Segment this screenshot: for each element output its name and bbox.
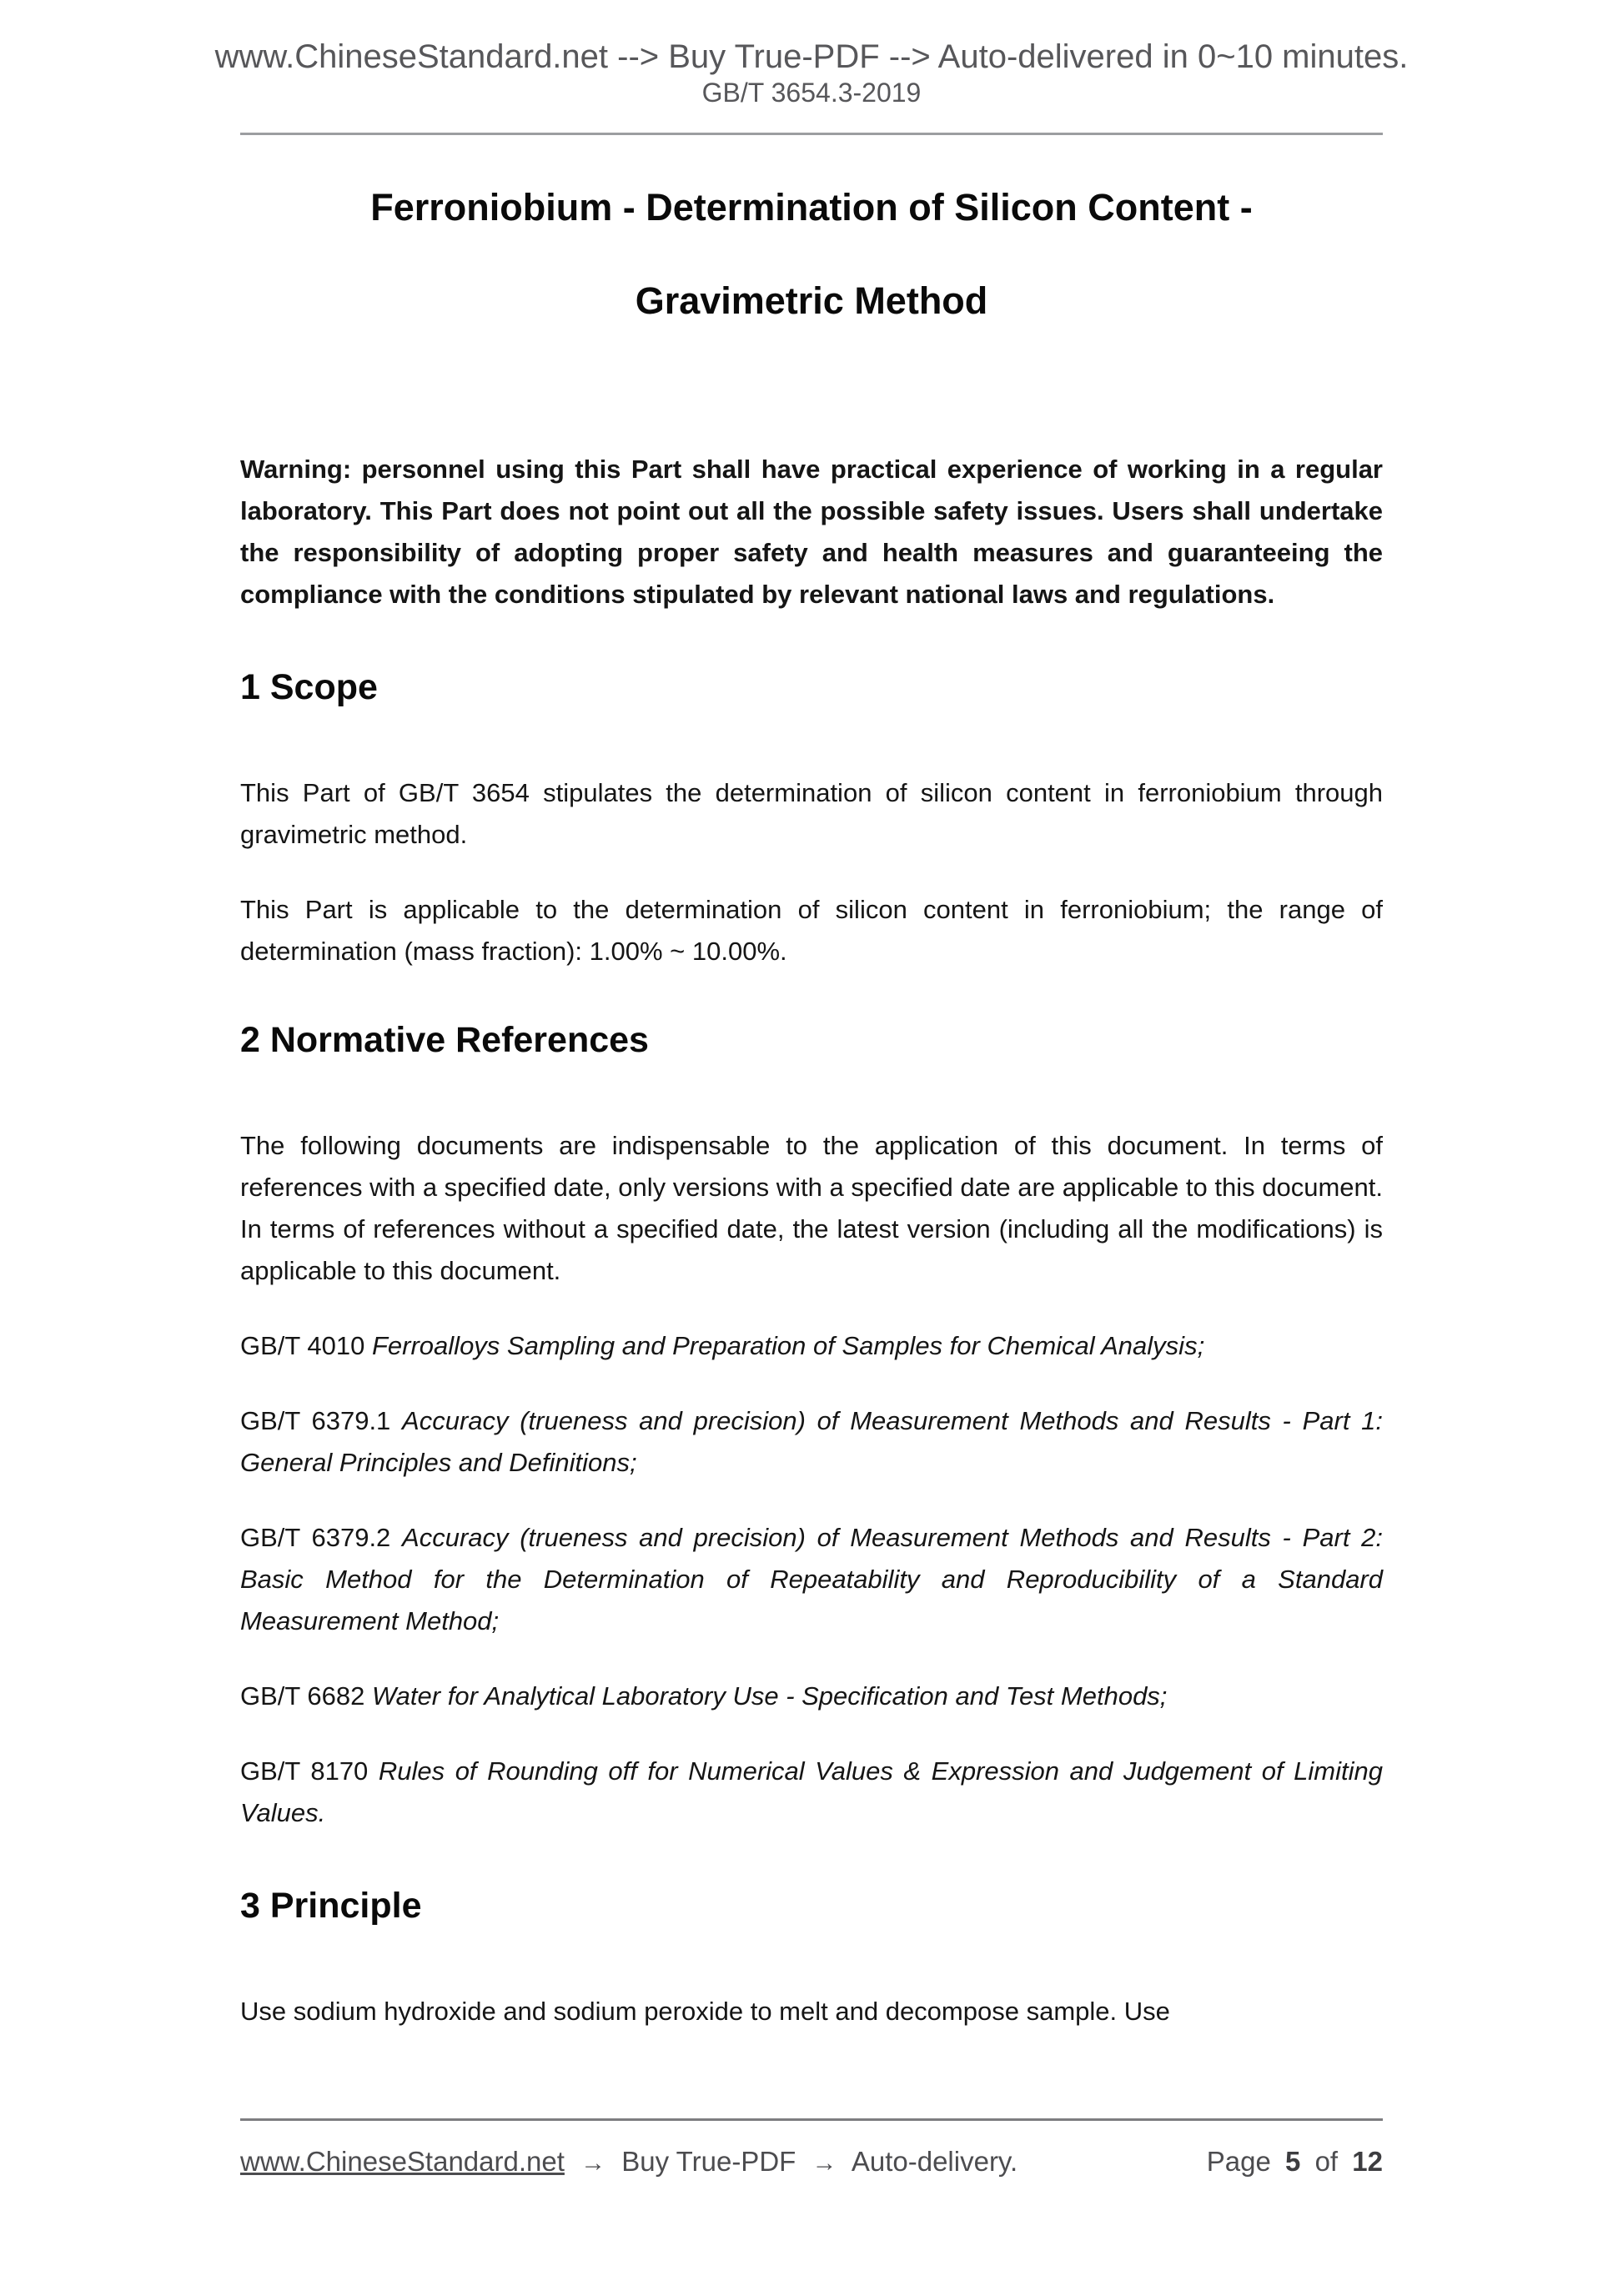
page-footer (240, 2145, 1383, 2178)
footer-divider (240, 2118, 1383, 2121)
header-promo-text: www.ChineseStandard.net --> Buy True-PDF --> Auto-delivered in 0~10 minutes. (214, 38, 1409, 75)
header-divider (240, 133, 1383, 135)
page-indicator (1200, 2145, 1383, 2178)
reference-code: GB/T 8170 (240, 1756, 369, 1786)
reference-item (240, 1517, 1383, 1642)
right-arrow-icon: → (580, 2149, 606, 2177)
reference-title: Rules of Rounding off for Numerical Values & Expression and Judgement of Limiting Values. (240, 1756, 1383, 1828)
document-title-line-1: Ferroniobium - Determination of Silicon Content - (370, 186, 1253, 229)
document-code: GB/T 3654.3-2019 (701, 78, 922, 108)
section-heading-scope: 1 Scope (240, 667, 378, 708)
footer-buy-text: Buy True-PDF (621, 2146, 796, 2177)
reference-code: GB/T 4010 (240, 1331, 365, 1361)
reference-title: Accuracy (trueness and precision) of Measurement Methods and Results - Part 1: General Principles and Definitions; (240, 1406, 1383, 1478)
page-header (0, 0, 1623, 108)
reference-title: Accuracy (trueness and precision) of Measurement Methods and Results - Part 2: Basic Method for the Determination of Repeatability and Reproducibility of a Standard Measurement Method; (240, 1523, 1383, 1636)
section-heading-normative-references: 2 Normative References (240, 1020, 649, 1061)
total-page-number: 12 (1352, 2146, 1383, 2177)
footer-delivery-text: Auto-delivery. (851, 2146, 1018, 2177)
reference-title: Water for Analytical Laboratory Use - Specification and Test Methods; (371, 1681, 1168, 1711)
reference-code: GB/T 6379.2 (240, 1523, 391, 1553)
normative-references-intro-paragraph: The following documents are indispensable to the application of this document. In terms of references with a specified date, only versions with a specified date are applicable to this document. In terms of references without a specified date, the latest version (including all the modifications) is applicable to this document. (240, 1131, 1383, 1286)
reference-code: GB/T 6379.1 (240, 1406, 391, 1436)
of-label: of (1314, 2146, 1339, 2177)
document-body (240, 188, 1383, 2032)
scope-paragraph-2: This Part is applicable to the determination of silicon content in ferroniobium; the range of determination (mass fraction): 1.00% ~ 10.00%. (240, 895, 1383, 967)
reference-item (240, 1400, 1383, 1484)
reference-item (240, 1751, 1383, 1834)
reference-code: GB/T 6682 (240, 1681, 365, 1711)
reference-item (240, 1325, 1383, 1367)
page-label: Page (1206, 2146, 1271, 2177)
current-page-number: 5 (1285, 2146, 1301, 2177)
right-arrow-icon: → (812, 2149, 837, 2177)
warning-paragraph: Warning: personnel using this Part shall have practical experience of working in a regular laboratory. This Part does not point out all the possible safety issues. Users shall undertake the responsibility of adopting proper safety and health measures and guaranteeing the compliance with the conditions stipulated by relevant national laws and regulations. (240, 455, 1383, 610)
document-title-line-2: Gravimetric Method (635, 279, 988, 323)
footer-site-link[interactable]: www.ChineseStandard.net (240, 2146, 565, 2177)
reference-title: Ferroalloys Sampling and Preparation of Samples for Chemical Analysis; (371, 1331, 1205, 1361)
reference-item (240, 1676, 1383, 1717)
scope-paragraph-1: This Part of GB/T 3654 stipulates the determination of silicon content in ferroniobium through gravimetric method. (240, 778, 1383, 850)
principle-paragraph: Use sodium hydroxide and sodium peroxide to melt and decompose sample. Use (240, 1997, 1170, 2027)
footer-promo (240, 2145, 1026, 2178)
section-heading-principle: 3 Principle (240, 1886, 422, 1927)
